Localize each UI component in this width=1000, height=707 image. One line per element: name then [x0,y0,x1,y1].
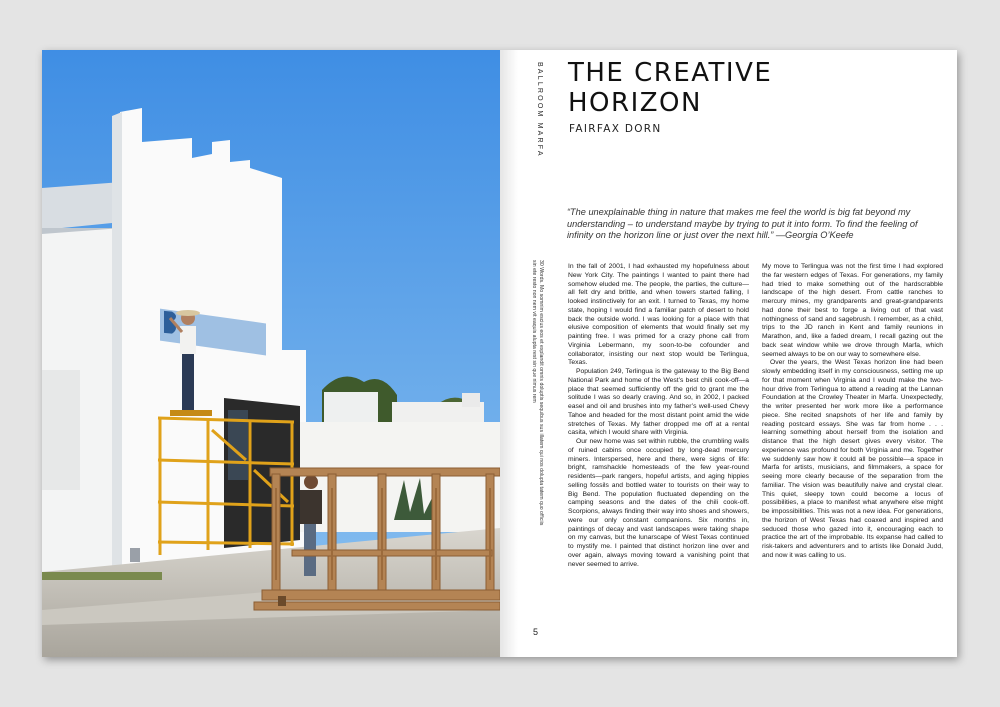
magazine-spread [42,50,957,657]
page-number: 5 [533,627,539,637]
text-page [500,50,957,657]
paragraph: My move to Terlingua was not the first time I had explored the far western edges of Texas. For generations, my family had tried to make something out of the hardscrabble landscape of the high desert. From cattle ranches to mercury mines, my grandparents and great-grandparents had done their best to forge a living out of that vast nothingness of sand and sagebrush. I remember, as a child, trips to the JD ranch in Kent and family reunions in Marathon, and, like a faded dream, I recall gazing out the back seat window while we drove through Marfa, which seemed always to be on our way to somewhere else. [762,263,943,358]
side-note: 30 Words. Mo somnim escius eos et explandit omnis doluptis sequibus sus illatem qui nos dolupta tatem quo officiis sin ete resto non nem vit eaquis alupta rest sin que nimus rem [531,260,544,526]
body-column-2 [762,263,943,569]
building-mural-photo [42,50,500,657]
paragraph: Our new home was set within rubble, the crumbling walls of ruined cabins once occupied by long-dead mercury miners. Interspersed, here and there, were signs of life: bright, ramshackle homesteads of the few year-round residents—park rangers, hopeful artists, and aging hippies selling fossils and bottled water to tourists on their way to Big Bend. The population fluctuated depending on the camping seasons and the dates of the chili cook-off. Scorpions, always finding their way into shoes and showers, were our only constant companions. Six months in, paintings of decay and vast landscapes were taking shape on my canvas, but the lunarscape of West Texas continued to mystify me. I painted that distinct horizon line over and over again, always moving toward a vanishing point that never seemed to arrive. [568,438,749,568]
spine-shadow [500,50,518,657]
photo-page [42,50,500,657]
article-title: THE CREATIVE HORIZON [568,58,773,118]
running-head: BALLROOM MARFA [536,62,543,158]
body-column-1 [568,263,749,569]
paragraph: In the fall of 2001, I had exhausted my hopefulness about New York City. The paintings I wanted to paint there had somehow eluded me. The people, the parties, the culture—all felt dry and brittle, and when towers started falling, I looked instinctively for an exit. I turned to Texas, my home state, hoping I would find a familiar patch of desert to hold back the outside world. I was looking for a place with that elusive composition of elements that would finally set my painting free. I was primed for a crazy phone call from Virginia Lebermann, my soon-to-be cofounder and collaborator, insisting our next stop would be Terlingua, Texas. [568,263,749,367]
paragraph: Over the years, the West Texas horizon line had been slowly embedding itself in my consciousness, setting me up for that moment when Virginia and I would make the two-hour drive from Terlingua to attend a reading at the Lannan Foundation at the Crowley Theater in Marfa. Unexpectedly, the writer presented her work more like a performance piece. She recited snapshots of her life and family by reading postcard essays. She was far from home . . . learning something about herself from the isolation and distance that the high desert gives every visitor. The experience was profound for both Virginia and me. Together we suddenly saw how it could all be possible—a space in Marfa for artists, musicians, and filmmakers, a space for seeing more clearly because of the separation from the familiar. The vision was beautifully naive and crystal clear. This quiet, sleepy town could become a locus of possibilities, a place to manifest what anywhere else might be impossibilities. This was not a new idea. For generations, the horizon of West Texas had coaxed and inspired and seduced those who gazed into it, encouraging each to practice the art of the improbable. Its expanse had called to risk-takers and adventurers and to artists like Donald Judd, and now it was calling to us. [762,359,943,559]
author-byline: FAIRFAX DORN [569,123,662,135]
paragraph: Population 249, Terlingua is the gateway to the Big Bend National Park and home of the West’s best chili cook-off—a place that seemed sufficiently off the grid to grant me the solitude I was so dearly craving. And so, in 2002, I packed easel and oil and brushes into my father’s well-used Chevy Tahoe and headed for the most distant point amid the wide stretches of Texas. My father dropped me off at a rental casita, which I would share with Virginia. [568,368,749,437]
body-columns [568,263,943,569]
epigraph-quote: “The unexplainable thing in nature that makes me feel the world is big fat beyond my understanding – to understand maybe by trying to put it into form. To find the feeling of infinity on the horizon line or just over the next hill.” —Georgia O’Keefe [567,207,918,240]
